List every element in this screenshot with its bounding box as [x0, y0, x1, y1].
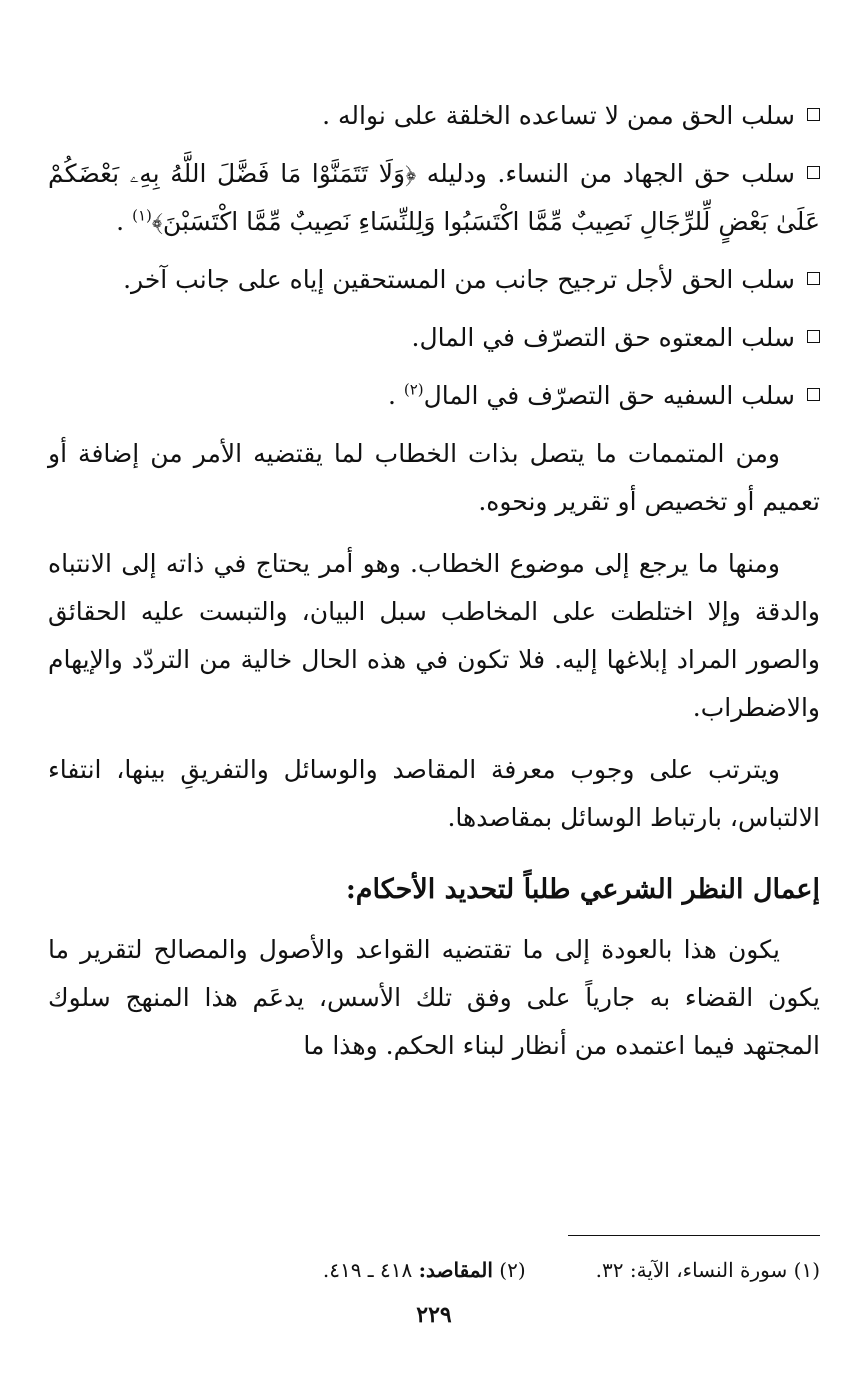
paragraph: يكون هذا بالعودة إلى ما تقتضيه القواعد والأصول والمصالح لتقرير ما يكون القضاء به جارياً على وفق تلك الأسس، يدعَم هذا المنهج سلوك المجتهد فيما اعتمده من أنظار لبناء الحكم. وهذا ما	[48, 935, 820, 1060]
page-number: ٢٢٩	[416, 1302, 452, 1328]
footnote-2: (٢) المقاصد: ٤١٨ ـ ٤١٩.	[322, 1258, 526, 1282]
footnote-ref[interactable]: (٢)	[403, 380, 424, 399]
bullet-item: سلب الحق ممن لا تساعده الخلقة على نواله .	[48, 92, 820, 140]
footnotes	[48, 1250, 820, 1290]
page-body	[48, 92, 820, 1084]
footnote-divider	[568, 1235, 820, 1236]
footnote-1: (١) سورة النساء، الآية: ٣٢.	[595, 1258, 820, 1282]
square-bullet-icon	[807, 388, 820, 401]
bullet-item: سلب المعتوه حق التصرّف في المال.	[48, 314, 820, 362]
paragraph: ويترتب على وجوب معرفة المقاصد والوسائل والتفريقِ بينها، انتفاء الالتباس، بارتباط الوسائل بمقاصدها.	[48, 755, 820, 832]
square-bullet-icon	[807, 330, 820, 343]
square-bullet-icon	[807, 272, 820, 285]
bullet-item: سلب السفيه حق التصرّف في المال$^{(٢)}$ .	[48, 372, 820, 420]
footnote-ref[interactable]: (١)	[132, 206, 152, 225]
paragraph: ومنها ما يرجع إلى موضوع الخطاب. وهو أمر يحتاج في ذاته إلى الانتباه والدقة وإلا اختلطت على المخاطب سبل البيان، والتبست عليه الحقائق والصور المراد إبلاغها إليه. فلا تكون في هذه الحال خالية من التردّد والإيهام والاضطراب.	[48, 549, 820, 722]
square-bullet-icon	[807, 108, 820, 121]
section-heading: إعمال النظر الشرعي طلباً لتحديد الأحكام:	[345, 874, 820, 905]
square-bullet-icon	[807, 166, 820, 179]
bullet-item: سلب الحق لأجل ترجيح جانب من المستحقين إياه على جانب آخر.	[48, 256, 820, 304]
bullet-item: سلب حق الجهاد من النساء. ودليله ﴿وَلَا تَتَمَنَّوْا مَا فَضَّلَ اللَّهُ بِهِۦ بَعْضَكُمْ عَلَىٰ بَعْضٍ لِّلرِّجَالِ نَصِيبٌ مِّمَّا اكْتَسَبُوا وَلِلنِّسَاءِ نَصِيبٌ مِّمَّا اكْتَسَبْنَ﴾$^{(١)}$ .	[48, 159, 820, 236]
paragraph: ومن المتممات ما يتصل بذات الخطاب لما يقتضيه الأمر من إضافة أو تعميم أو تخصيص أو تقرير ونحوه.	[48, 439, 820, 516]
